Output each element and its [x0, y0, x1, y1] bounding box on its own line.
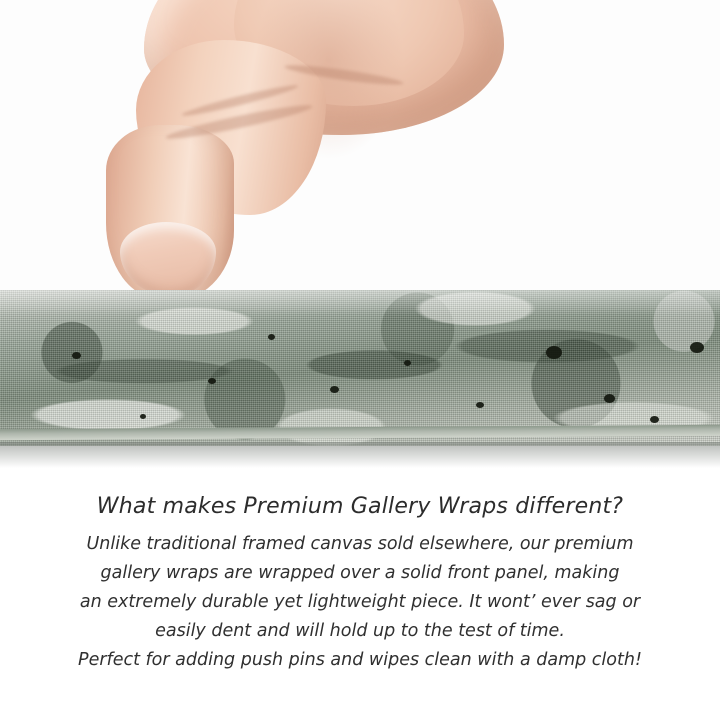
canvas-speck	[690, 342, 704, 353]
canvas-speck	[404, 360, 411, 366]
canvas-edge-icon	[0, 290, 720, 446]
caption-line: an extremely durable yet lightweight piece. It wont’ ever sag or	[79, 592, 641, 612]
canvas-top-highlight	[0, 290, 720, 316]
caption-line: Perfect for adding push pins and wipes clean with a damp cloth!	[78, 650, 642, 670]
caption-body	[0, 530, 720, 675]
canvas-speck	[650, 416, 659, 423]
canvas-speck	[140, 414, 146, 419]
photo-background	[0, 0, 720, 300]
canvas-speck	[208, 378, 216, 384]
caption-block	[0, 492, 720, 675]
canvas-speck	[604, 394, 615, 403]
caption-line: easily dent and will hold up to the test of time.	[155, 621, 565, 641]
canvas-speck	[476, 402, 484, 408]
hand-icon	[84, 0, 544, 300]
canvas-drop-shadow	[0, 442, 720, 468]
caption-line: Unlike traditional framed canvas sold elsewhere, our premium	[86, 534, 634, 554]
caption-line: gallery wraps are wrapped over a solid front panel, making	[100, 563, 620, 583]
canvas-speck	[72, 352, 81, 359]
canvas-speck	[268, 334, 275, 340]
canvas-speck	[330, 386, 339, 393]
canvas-speck	[546, 346, 562, 359]
caption-title: What makes Premium Gallery Wraps different?	[96, 494, 624, 519]
